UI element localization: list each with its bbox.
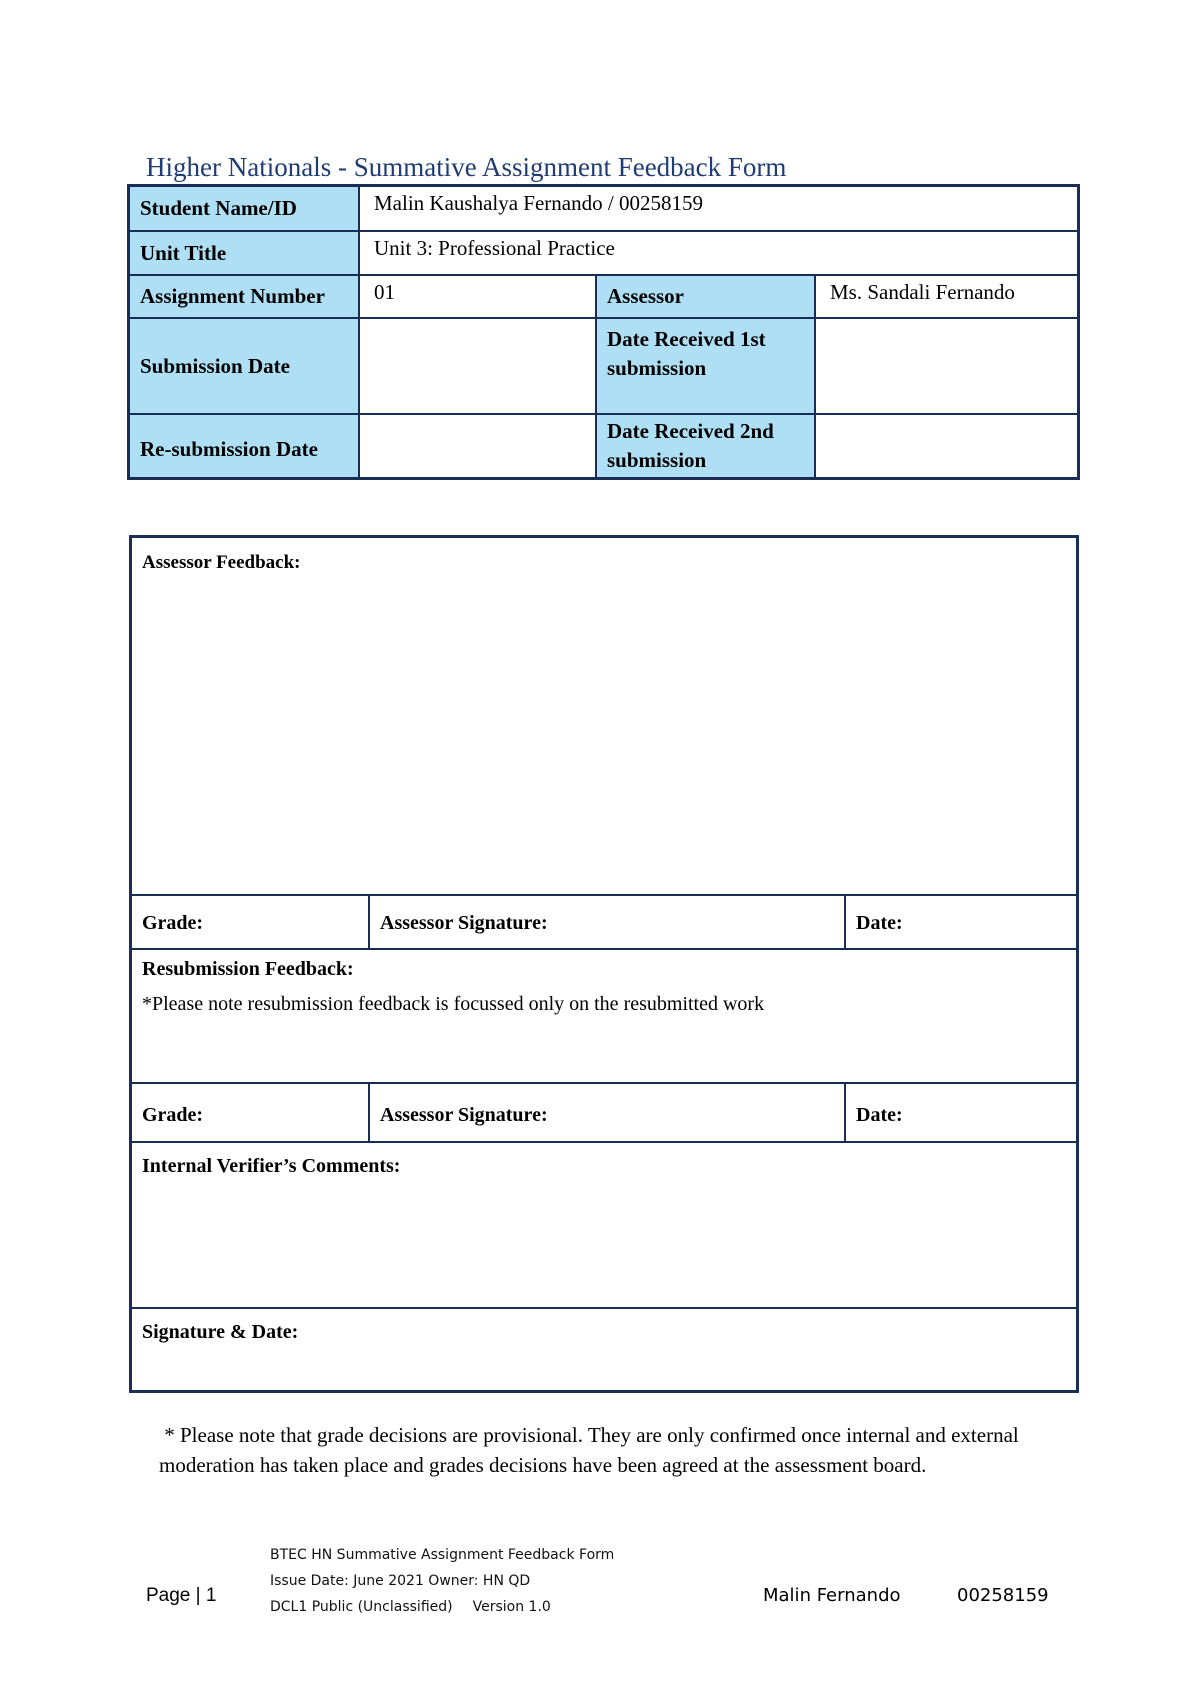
date-received-1st-value[interactable] bbox=[816, 319, 1077, 415]
footer-classification-text: DCL1 Public (Unclassified) bbox=[270, 1599, 453, 1615]
internal-verifier-label: Internal Verifier’s Comments: bbox=[142, 1155, 401, 1177]
unit-title-value[interactable]: Unit 3: Professional Practice bbox=[360, 232, 1077, 276]
assessor-feedback-box[interactable] bbox=[132, 538, 1076, 896]
unit-title-label: Unit Title bbox=[130, 232, 360, 276]
submission-date-label: Submission Date bbox=[130, 319, 360, 415]
footer-metadata bbox=[270, 1542, 614, 1620]
signature-date-label: Signature & Date: bbox=[142, 1321, 299, 1343]
assessor-feedback-label: Assessor Feedback: bbox=[142, 552, 301, 573]
grade-row-1 bbox=[132, 896, 1076, 950]
submission-date-value[interactable] bbox=[360, 319, 597, 415]
grade-cell-1[interactable] bbox=[132, 896, 370, 948]
student-name-label: Student Name/ID bbox=[130, 187, 360, 232]
grade-cell-2[interactable] bbox=[132, 1084, 370, 1141]
form-title: Higher Nationals - Summative Assignment Feedback Form bbox=[146, 152, 787, 182]
assessor-label: Assessor bbox=[597, 276, 816, 319]
assignment-number-value[interactable]: 01 bbox=[360, 276, 597, 319]
provisional-grade-notice: * Please note that grade decisions are provisional. They are only confirmed once internal and external moderation has taken place and grades decisions have been agreed at the assessment board. bbox=[159, 1423, 1024, 1477]
signature-date-box[interactable] bbox=[132, 1309, 1076, 1390]
internal-verifier-comments-box[interactable] bbox=[132, 1143, 1076, 1309]
date-received-1st-label: Date Received 1st submission bbox=[597, 319, 816, 415]
date-received-2nd-label: Date Received 2nd submission bbox=[597, 415, 816, 477]
footer-form-name: BTEC HN Summative Assignment Feedback Form bbox=[270, 1547, 615, 1563]
date-label: Date: bbox=[856, 912, 903, 934]
footer-student-id: 00258159 bbox=[957, 1585, 1049, 1606]
assignment-number-label: Assignment Number bbox=[130, 276, 360, 319]
feedback-table bbox=[129, 535, 1079, 1393]
resubmission-feedback-note: *Please note resubmission feedback is focussed only on the resubmitted work bbox=[142, 993, 765, 1015]
student-name-value[interactable]: Malin Kaushalya Fernando / 00258159 bbox=[360, 187, 1077, 232]
assessor-signature-label: Assessor Signature: bbox=[380, 912, 548, 934]
page-number: Page | 1 bbox=[146, 1585, 217, 1606]
assessor-signature-cell-2[interactable] bbox=[370, 1084, 846, 1141]
resubmission-feedback-label: Resubmission Feedback: bbox=[142, 958, 354, 980]
grade-row-2 bbox=[132, 1084, 1076, 1143]
date-cell-2[interactable] bbox=[846, 1084, 1076, 1141]
resubmission-date-label: Re-submission Date bbox=[130, 415, 360, 477]
footer-student-name: Malin Fernando bbox=[763, 1585, 901, 1606]
footer-issue-info: Issue Date: June 2021 Owner: HN QD bbox=[270, 1573, 531, 1589]
date-label: Date: bbox=[856, 1104, 903, 1126]
date-received-2nd-value[interactable] bbox=[816, 415, 1077, 477]
resubmission-feedback-box[interactable] bbox=[132, 950, 1076, 1084]
resubmission-date-value[interactable] bbox=[360, 415, 597, 477]
footer-classification bbox=[270, 1594, 614, 1620]
date-cell-1[interactable] bbox=[846, 896, 1076, 948]
grade-label: Grade: bbox=[142, 912, 204, 934]
footer-version: Version 1.0 bbox=[472, 1599, 551, 1615]
student-details-table bbox=[127, 184, 1080, 480]
grade-label: Grade: bbox=[142, 1104, 204, 1126]
assessor-signature-label: Assessor Signature: bbox=[380, 1104, 548, 1126]
assessor-value[interactable]: Ms. Sandali Fernando bbox=[816, 276, 1077, 319]
assessor-signature-cell-1[interactable] bbox=[370, 896, 846, 948]
